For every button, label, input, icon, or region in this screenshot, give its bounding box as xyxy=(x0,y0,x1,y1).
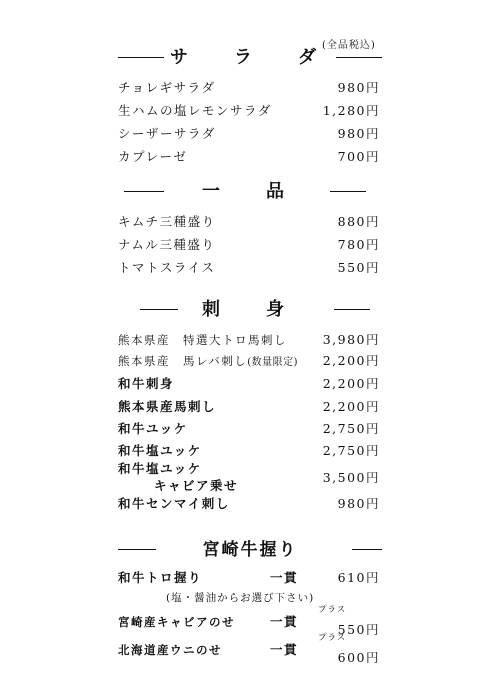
menu-item xyxy=(118,124,380,144)
section-heading-sashimi xyxy=(118,298,382,322)
heading-rule-right xyxy=(334,309,370,310)
item-name: トマトスライス xyxy=(118,260,216,275)
item-price: 550円 xyxy=(337,622,380,637)
item-price: 780円 xyxy=(337,237,380,252)
item-price: 2,750円 xyxy=(322,443,380,458)
item-name xyxy=(118,351,298,373)
menu-item xyxy=(118,78,380,98)
item-price: 1,280円 xyxy=(322,103,380,118)
tax-note: (全品税込) xyxy=(322,40,376,51)
section-title: 刺 身 xyxy=(202,299,298,320)
item-price: 600円 xyxy=(337,650,380,665)
item-price: 2,750円 xyxy=(322,421,380,436)
menu-item xyxy=(118,441,380,461)
item-price: 2,200円 xyxy=(322,353,380,368)
section-title: 宮崎牛握り xyxy=(202,540,298,560)
menu-item xyxy=(118,568,380,588)
nigiri-seasoning-note: (塩・醤油からお選び下さい) xyxy=(166,592,315,604)
menu-item xyxy=(118,101,380,121)
item-price: 3,980円 xyxy=(322,332,380,347)
item-name: カプレーゼ xyxy=(118,149,188,164)
item-name: チョレギサラダ xyxy=(118,80,216,95)
menu-item xyxy=(118,494,380,514)
section-title: サ ラ ダ xyxy=(170,47,330,68)
menu-item xyxy=(118,147,380,167)
item-name: ナムル三種盛り xyxy=(118,237,216,252)
item-name: 和牛センマイ刺し xyxy=(118,496,230,511)
item-name: 宮崎産キャビアのせ xyxy=(118,615,235,629)
menu-item xyxy=(118,351,380,371)
item-price: 2,200円 xyxy=(322,376,380,391)
item-name: 生ハムの塩レモンサラダ xyxy=(118,103,272,118)
menu-item xyxy=(118,374,380,394)
heading-rule-right xyxy=(330,191,366,192)
item-price: 980円 xyxy=(337,496,380,511)
item-price: 550円 xyxy=(337,260,380,275)
item-name: 北海道産ウニのせ xyxy=(118,643,222,657)
item-unit: 一貫 xyxy=(270,570,299,585)
heading-rule-right xyxy=(336,57,382,58)
menu-item xyxy=(118,459,380,497)
section-heading-ippin xyxy=(118,180,382,204)
item-name: シーザーサラダ xyxy=(118,126,216,141)
menu-item xyxy=(118,258,380,278)
item-price: 3,500円 xyxy=(322,470,380,485)
item-name: 熊本県産 特選大トロ馬刺し xyxy=(118,333,287,347)
item-unit: 一貫 xyxy=(270,642,299,657)
section-title: 一 品 xyxy=(202,181,298,202)
item-name: 熊本県産馬刺し xyxy=(118,399,217,414)
item-name: 和牛塩ユッケ xyxy=(118,443,202,458)
limited-note: (数量限定) xyxy=(247,357,299,368)
menu-item xyxy=(118,397,380,417)
menu-item xyxy=(118,419,380,439)
plus-label: プラス xyxy=(318,633,347,643)
menu-item xyxy=(118,330,380,350)
section-heading-nigiri xyxy=(118,538,382,562)
item-price: 700円 xyxy=(337,149,380,164)
item-unit: 一貫 xyxy=(270,614,299,629)
menu-item xyxy=(118,235,380,255)
item-name-text: 熊本県産 馬レバ刺し xyxy=(118,354,248,368)
heading-rule-right xyxy=(352,549,382,550)
item-price: 980円 xyxy=(337,80,380,95)
item-name: キムチ三種盛り xyxy=(118,214,216,229)
item-price: 980円 xyxy=(337,126,380,141)
plus-label: プラス xyxy=(318,605,347,615)
item-price: 610円 xyxy=(337,570,380,585)
section-heading-salad xyxy=(118,46,382,70)
item-price: 2,200円 xyxy=(322,399,380,414)
item-name: 和牛ユッケ xyxy=(118,421,188,436)
menu-item xyxy=(118,212,380,232)
item-name: 和牛トロ握り xyxy=(118,570,203,585)
item-name: 和牛塩ユッケ xyxy=(118,461,202,476)
item-name: 和牛刺身 xyxy=(118,376,175,391)
menu-item xyxy=(118,633,380,665)
item-price: 880円 xyxy=(337,214,380,229)
item-name-line2: キャビア乗せ xyxy=(154,478,239,493)
